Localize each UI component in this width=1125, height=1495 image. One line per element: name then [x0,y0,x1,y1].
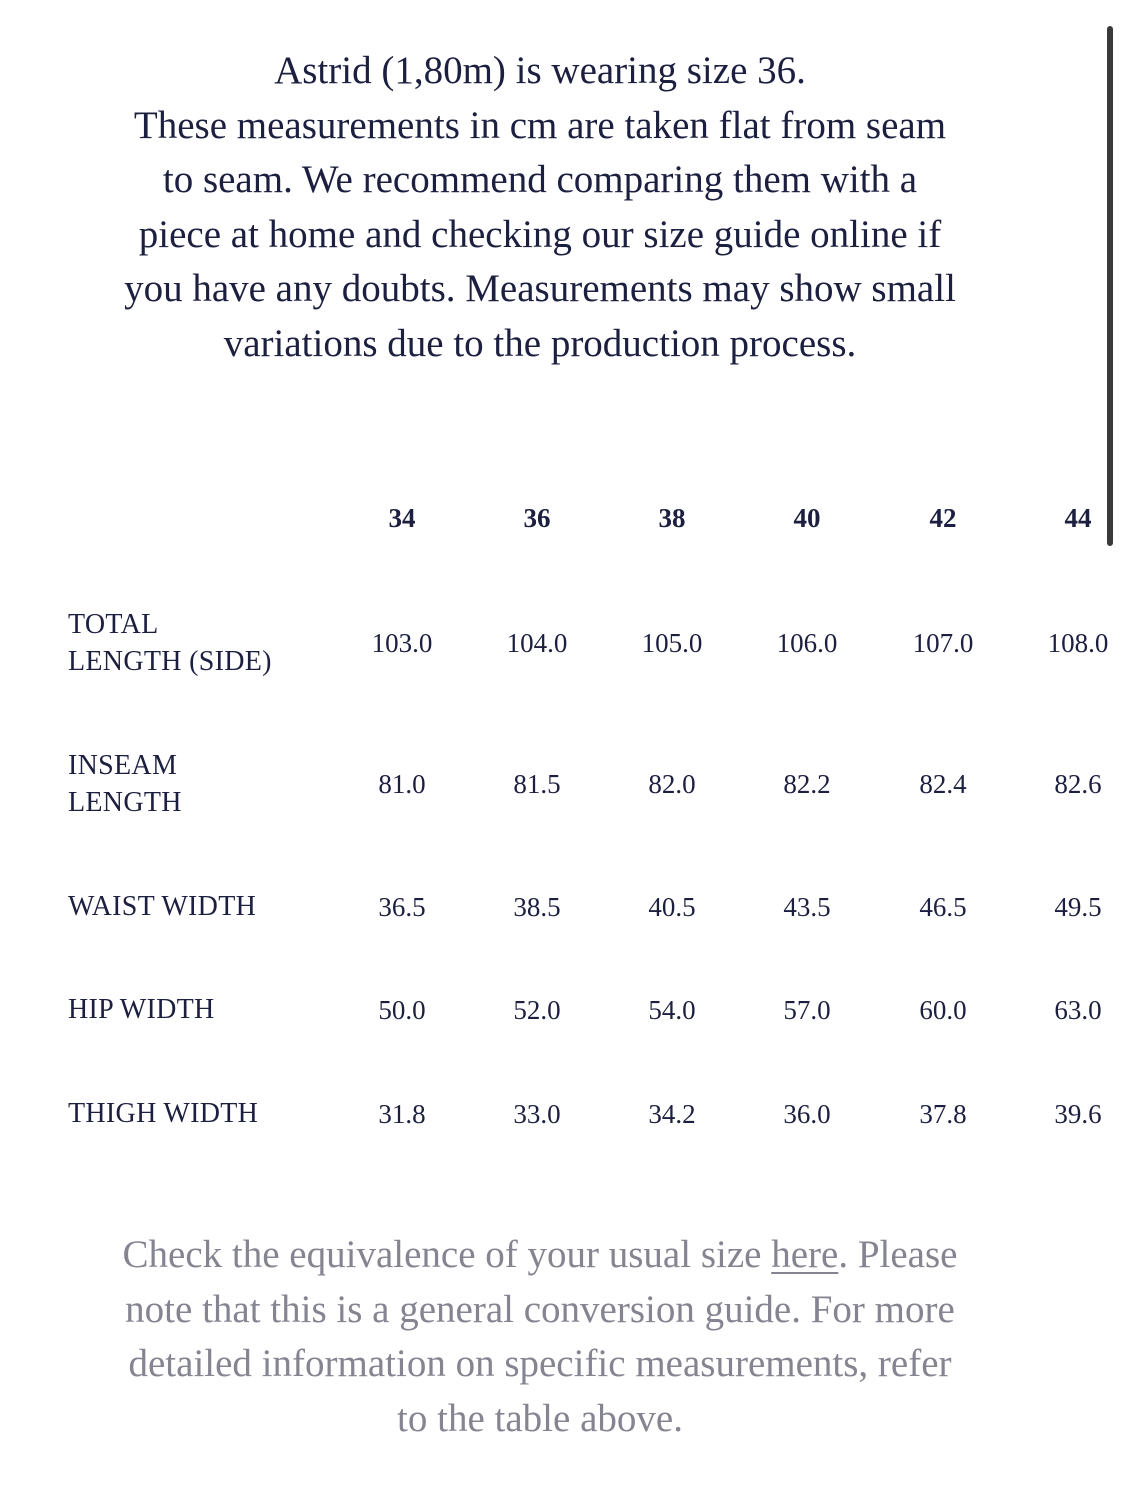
row-label-line: LENGTH (SIDE) [68,646,272,677]
row-label [68,888,256,925]
table-cell: 103.0 [371,628,433,658]
intro-line: Astrid (1,80m) is wearing size 36. [274,49,806,92]
size-header-40: 40 [793,503,821,533]
conversion-note [60,1228,1020,1446]
table-cell: 46.5 [919,892,967,922]
row-label [68,606,272,680]
conversion-note-line [60,1228,1020,1283]
row-label-line: HIP WIDTH [68,994,215,1025]
table-cell: 60.0 [919,995,967,1025]
table-cell: 57.0 [783,995,831,1025]
row-label [68,1095,258,1132]
intro-text [70,44,1010,371]
table-cell: 82.0 [648,769,696,799]
size-header-42: 42 [929,503,957,533]
table-cell: 39.6 [1054,1099,1102,1129]
table-cell: 31.8 [378,1099,426,1129]
conversion-note-line: note that this is a general conversion guide. For more [125,1287,955,1331]
conversion-note-line: detailed information on specific measurements, refer [128,1342,952,1385]
table-cell: 52.0 [513,995,561,1025]
table-cell: 81.0 [378,769,426,799]
intro-line: piece at home and checking our size guide online if [138,212,942,256]
row-label-line: WAIST WIDTH [68,891,257,922]
table-cell: 105.0 [641,628,703,658]
size-header-34: 34 [388,503,416,533]
size-header-44: 44 [1064,503,1092,533]
intro-line: to seam. We recommend comparing them with a [162,158,918,201]
table-cell: 81.5 [513,769,561,799]
size-header-38: 38 [658,503,686,533]
intro-line: variations due to the production process. [223,321,857,365]
table-cell: 43.5 [783,892,831,922]
table-cell: 54.0 [648,995,696,1025]
table-cell: 82.6 [1054,769,1102,799]
row-label-line: INSEAM [68,750,178,781]
scrollbar[interactable] [1107,26,1113,546]
table-cell: 104.0 [506,628,568,658]
conversion-note-text: . Please [838,1233,958,1276]
table-cell: 33.0 [513,1099,561,1129]
size-header-36: 36 [523,503,551,533]
row-label [68,991,215,1028]
conversion-note-text: Check the equivalence of your usual size [122,1233,772,1276]
table-cell: 50.0 [378,995,426,1025]
intro-line: These measurements in cm are taken flat from seam [133,103,947,147]
table-cell: 38.5 [513,892,561,922]
table-cell: 34.2 [648,1099,696,1129]
table-cell: 82.4 [919,769,967,799]
intro-line: you have any doubts. Measurements may show small [124,267,956,310]
table-cell: 40.5 [648,892,696,922]
table-cell: 49.5 [1054,892,1102,922]
table-cell: 36.0 [783,1099,831,1129]
table-cell: 106.0 [776,628,838,658]
table-cell: 107.0 [912,628,974,658]
table-cell: 108.0 [1047,628,1109,658]
table-cell: 37.8 [919,1099,967,1129]
conversion-note-line: to the table above. [397,1396,683,1440]
row-label-line: LENGTH [68,787,182,818]
size-equivalence-link[interactable]: here [771,1233,839,1276]
table-cell: 63.0 [1054,995,1102,1025]
row-label [68,747,182,821]
row-label-line: THIGH WIDTH [68,1098,259,1129]
table-cell: 82.2 [783,769,831,799]
table-cell: 36.5 [378,892,426,922]
row-label-line: TOTAL [68,609,159,640]
